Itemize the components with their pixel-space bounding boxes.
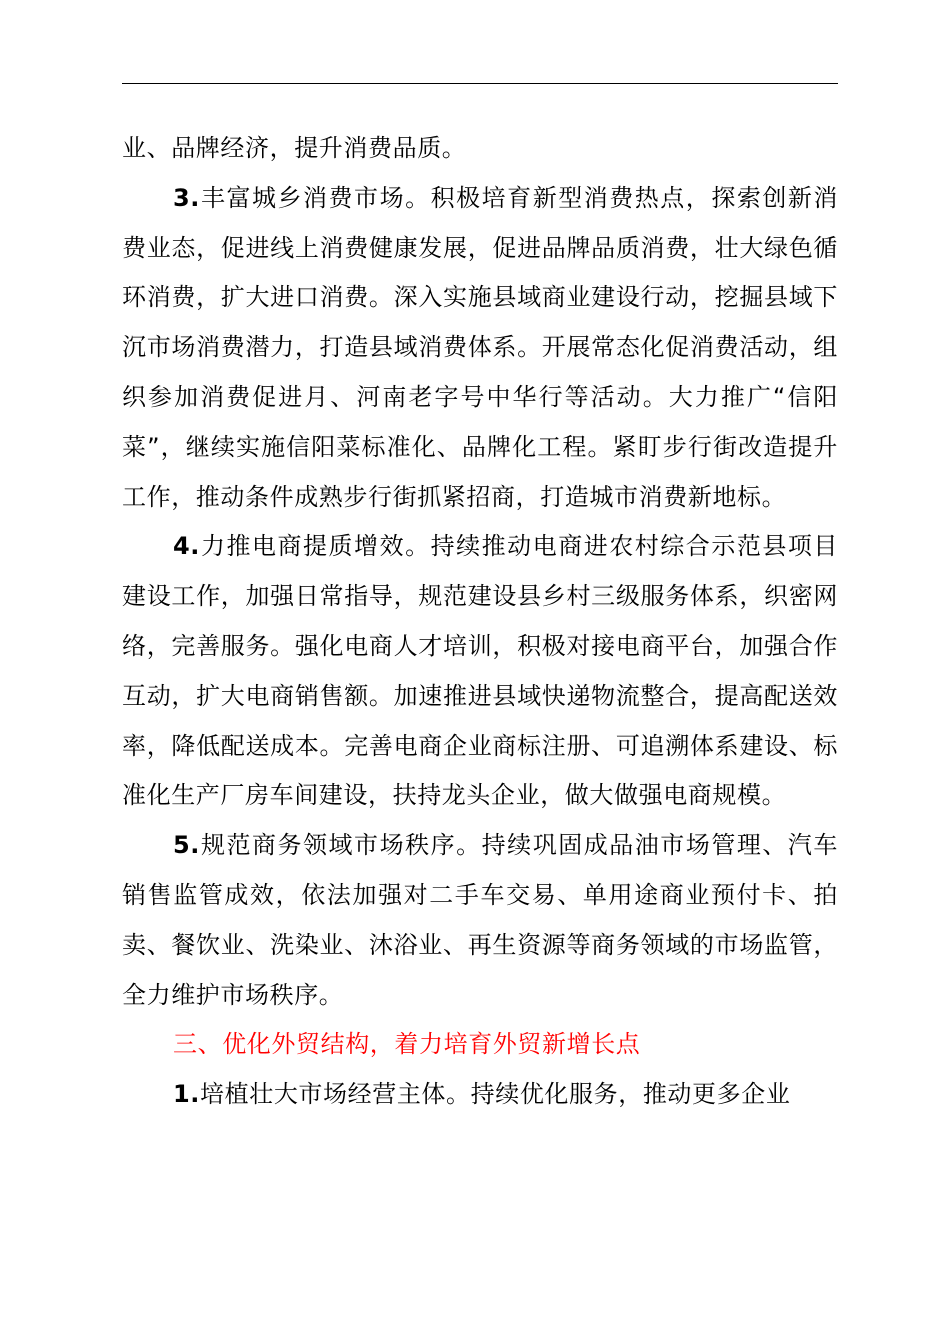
- item-number: 5.: [173, 831, 201, 860]
- section-heading-text: 三、优化外贸结构，着力培育外贸新增长点: [173, 1030, 641, 1059]
- paragraph-text: 培植壮大市场经营主体。持续优化服务，推动更多企业: [200, 1080, 791, 1109]
- section-heading: [122, 1020, 838, 1070]
- document-body: [122, 124, 838, 1120]
- paragraph-item-3: [122, 174, 838, 523]
- item-number: 4.: [173, 532, 201, 561]
- item-number: 1.: [173, 1080, 201, 1109]
- paragraph-text: 规范商务领域市场秩序。持续巩固成品油市场管理、汽车销售监管成效，依法加强对二手车交易、单用途商业预付卡、拍卖、餐饮业、洗染业、沐浴业、再生资源等商务领域的市场监管，全力维护市场秩序。: [122, 831, 838, 1009]
- paragraph-text: 力推电商提质增效。持续推动电商进农村综合示范县项目建设工作，加强日常指导，规范建设县乡村三级服务体系，织密网络，完善服务。强化电商人才培训，积极对接电商平台，加强合作互动，扩大电商销售额。加速推进县域快递物流整合，提高配送效率，降低配送成本。完善电商企业商标注册、可追溯体系建设、标准化生产厂房车间建设，扶持龙头企业，做大做强电商规模。: [122, 532, 838, 810]
- header-rule: [122, 83, 838, 84]
- paragraph-item-5: [122, 821, 838, 1020]
- paragraph-continuation: [122, 124, 838, 174]
- paragraph-text: 业、品牌经济，提升消费品质。: [122, 134, 467, 162]
- paragraph-item-1: [122, 1070, 838, 1120]
- item-number: 3.: [173, 183, 201, 212]
- paragraph-item-4: [122, 522, 838, 821]
- paragraph-text: 丰富城乡消费市场。积极培育新型消费热点，探索创新消费业态，促进线上消费健康发展，促进品牌品质消费，壮大绿色循环消费，扩大进口消费。深入实施县域商业建设行动，挖掘县域下沉市场消费潜力，打造县域消费体系。开展常态化促消费活动，组织参加消费促进月、河南老字号中华行等活动。大力推广“信阳菜”，继续实施信阳菜标准化、品牌化工程。紧盯步行街改造提升工作，推动条件成熟步行街抓紧招商，打造城市消费新地标。: [122, 183, 838, 511]
